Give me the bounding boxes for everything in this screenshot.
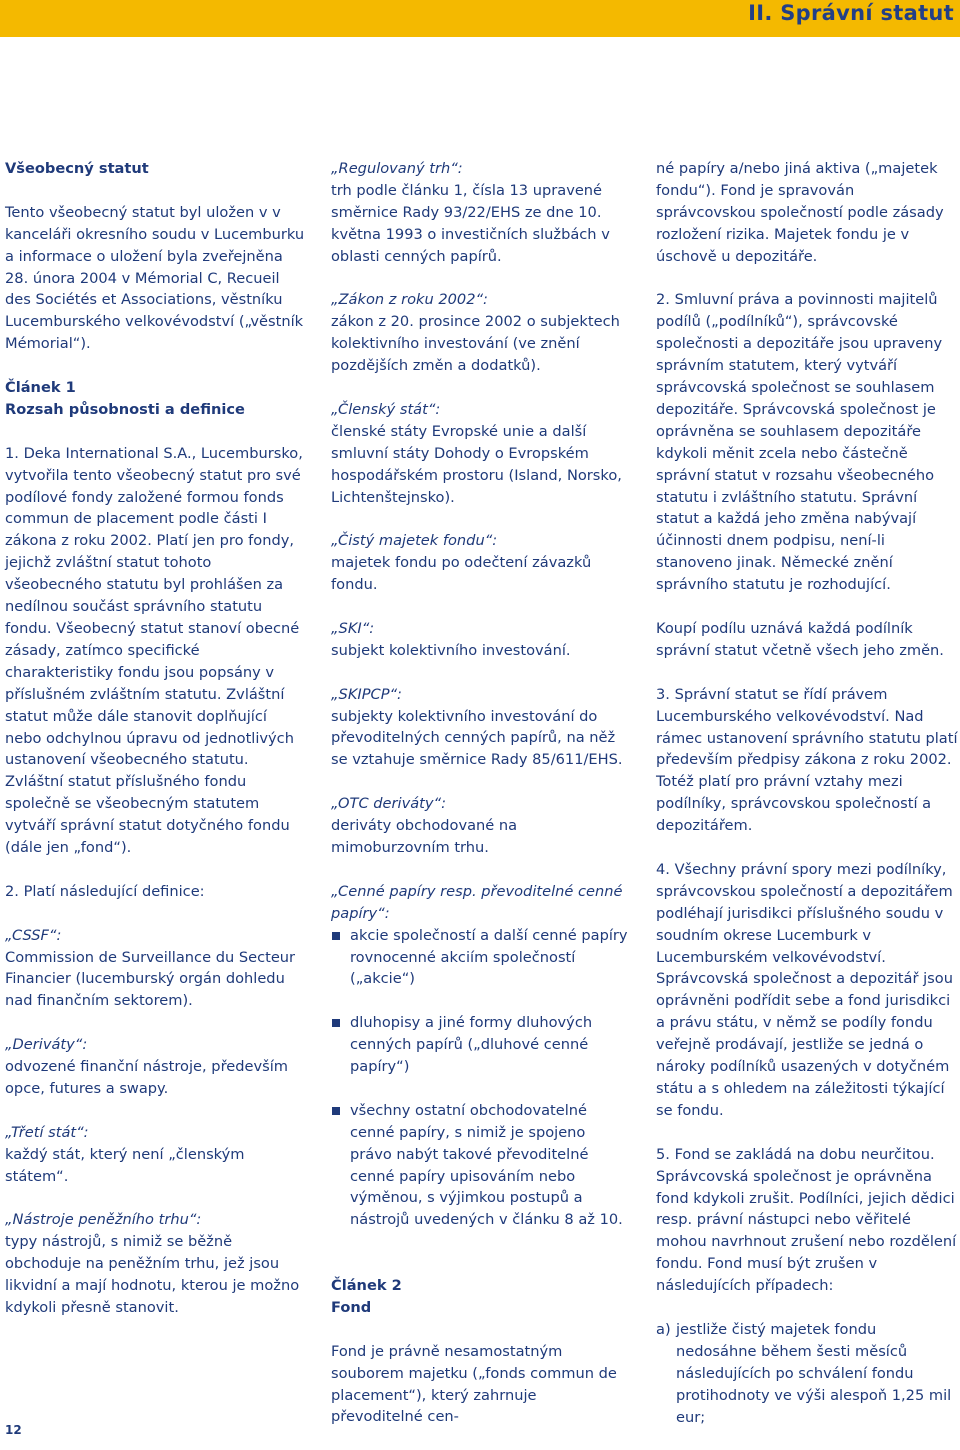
header-bar <box>0 0 960 37</box>
definition-text: majetek fondu po odečtení závazků fondu. <box>331 554 592 594</box>
paragraph-2: 2. Smluvní práva a povinnosti majitelů podílů („podílníků“), správcovské společnosti a depozitáře jsou upraveny správním statutem, který vytváří správcovská společnost se souhlasem depozitáře. Správcovská společnost je oprávněna se souhlasem depozitáře kdykoli měnit zcela nebo částečně správní statut v rozsahu všeobecného statutu i zvláštního statutu. Správní statut a každá jeho změna nabývají účinnosti dnem podpisu, není-li stanoveno jinak. Německé znění správního statutu je rozhodující. <box>656 291 943 594</box>
column-right <box>656 158 958 1428</box>
list-item <box>331 1012 631 1078</box>
list-item <box>331 1100 631 1231</box>
list-item-label: a) <box>656 1320 671 1338</box>
definition-term: „SKIPCP“: <box>331 685 402 703</box>
list-item-text: jestliže čistý majetek fondu nedosáhne během šesti měsíců následujících po schválení fondu protihodnoty ve výši alespoň 1,25 mil eur; <box>676 1320 952 1426</box>
securities-term: „Cenné papíry resp. převoditelné cenné papíry“: <box>331 882 623 922</box>
column-left <box>5 158 305 1341</box>
definition-item <box>331 289 631 377</box>
definition-term: „Členský stát“: <box>331 400 441 418</box>
definition-term: „SKI“: <box>331 619 375 637</box>
definition-term: „Čistý majetek fondu“: <box>331 532 498 550</box>
paragraph-1: 1. Deka International S.A., Lucembursko, vytvořila tento všeobecný statut pro své podílové fondy založené formou fonds commun de placement podle části I zákona z roku 2002. Platí jen pro fondy, jejichž zvláštní statut tohoto všeobecného statutu byl prohlášen za nedílnou součást správního statutu fondu. Všeobecný statut stanoví obecné zásady, zatímco specifické charakteristiky fondu jsou popsány v příslušném zvláštním statutu. Zvláštní statut může dále stanovit doplňující nebo odchylnou úpravu od jednotlivých ustanovení všeobecného statutu. Zvláštní statut příslušného fondu společně se všeobecným statutem vytváří správní statut dotyčného fondu (dále jen „fond“). <box>5 444 303 857</box>
definition-term: „Regulovaný trh“: <box>331 160 463 177</box>
article-1-heading <box>5 377 305 421</box>
paragraph-continued: né papíry a/nebo jiná aktiva („majetek fondu“). Fond je spravován správcovskou společností podle zásady rozložení rizika. Majetek fondu je v úschově u depozitáře. <box>656 160 944 265</box>
definition-text: deriváty obchodované na mimoburzovním trhu. <box>331 817 518 856</box>
article-2-heading <box>331 1275 631 1319</box>
definition-term: „Nástroje peněžního trhu“: <box>5 1211 202 1229</box>
page-title: II. Správní statut <box>748 1 954 25</box>
definition-text: Commission de Surveillance du Secteur Financier (lucemburský orgán dohledu nad finančním sektorem). <box>5 948 296 1010</box>
definition-item <box>331 684 631 772</box>
column-middle <box>331 158 631 1450</box>
article-2-title: Článek 2 <box>331 1277 402 1295</box>
definition-text: subjekt kolektivního investování. <box>331 641 571 659</box>
definition-text: typy nástrojů, s nimiž se běžně obchoduje na peněžním trhu, jež jsou likvidní a mají hodnotu, kterou je možno kdykoli přesně stanovit. <box>5 1233 300 1316</box>
definition-text: subjekty kolektivního investování do převoditelných cenných papírů, na něž se vztahuje směrnice Rady 85/611/EHS. <box>331 707 623 769</box>
definition-text: odvozené finanční nástroje, především opce, futures a swapy. <box>5 1058 288 1097</box>
article-1-title: Článek 1 <box>5 379 76 397</box>
definition-item <box>331 793 631 859</box>
square-bullet-icon <box>332 1107 340 1115</box>
square-bullet-icon <box>332 1019 340 1027</box>
paragraph-4: 4. Všechny právní spory mezi podílníky, správcovskou společností a depozitářem podléhají jurisdikci příslušného soudu v soudním okrese Lucemburk v Lucemburském velkovévodství. Správcovská společnost a depozitář jsou oprávněni podřídit sebe a fond jurisdikci a právu státu, v němž se podíly fondu veřejně prodávají, jestliže se jedná o nároky podílníků usazených v dotyčném státu a s ohledem na záležitosti týkající se fondu. <box>656 860 953 1119</box>
definition-text: každý stát, který není „členským státem“. <box>5 1145 245 1185</box>
definition-item <box>331 618 631 662</box>
list-item-text: dluhopisy a jiné formy dluhových cenných papírů („dluhové cenné papíry“) <box>350 1014 593 1076</box>
article-2-subtitle: Fond <box>331 1298 372 1316</box>
definition-item <box>5 925 305 1013</box>
definition-item <box>331 158 631 268</box>
intro-paragraph: Tento všeobecný statut byl uložen v v kanceláři okresního soudu v Lucemburku a informace o uložení byla zveřejněna 28. února 2004 v Mémorial C, Recueil des Sociétés et Associations, věstníku Lucemburského velkovévodství („věstník Mémorial“). <box>5 203 305 353</box>
article-2-paragraph: Fond je právně nesamostatným souborem majetku („fonds commun de placement“), který zahrnuje převoditelné cen- <box>331 1342 617 1426</box>
list-item <box>656 1319 958 1429</box>
definition-item <box>331 399 631 509</box>
paragraph-3: 3. Správní statut se řídí právem Lucemburského velkovévodství. Nad rámec ustanovení správního statutu platí především předpisy zákona z roku 2002. Totéž platí pro právní vztahy mezi podílníky, správcovskou společností a depozitářem. <box>656 685 958 835</box>
definition-item <box>331 530 631 596</box>
article-1-subtitle: Rozsah působnosti a definice <box>5 400 245 418</box>
definition-item <box>5 1034 305 1100</box>
page-number: 12 <box>5 1423 22 1437</box>
definition-term: „CSSF“: <box>5 926 62 944</box>
definition-text: zákon z 20. prosince 2002 o subjektech kolektivního investování (ve znění pozdějších změn a dodatků). <box>331 313 620 375</box>
square-bullet-icon <box>332 932 340 940</box>
paragraph-2b: Koupí podílu uznává každá podílník správní statut včetně všech jeho změn. <box>656 620 944 659</box>
paragraph-2: 2. Platí následující definice: <box>5 882 205 900</box>
definition-item <box>5 1122 305 1188</box>
definition-term: „Třetí stát“: <box>5 1123 89 1141</box>
definition-text: členské státy Evropské unie a další smluvní státy Dohody o Evropském hospodářském prostoru (Island, Norsko, Lichtenštejnsko). <box>331 422 622 506</box>
section-title: Všeobecný statut <box>5 160 149 177</box>
definition-item <box>5 1209 305 1319</box>
definition-term: „OTC deriváty“: <box>331 795 446 813</box>
definition-term: „Zákon z roku 2002“: <box>331 291 488 309</box>
securities-list <box>331 925 631 1232</box>
list-item-text: akcie společností a další cenné papíry rovnocenné akciím společností („akcie“) <box>350 926 628 988</box>
paragraph-5: 5. Fond se zakládá na dobu neurčitou. Správcovská společnost je oprávněna fond kdykoli zrušit. Podílníci, jejich dědici resp. právní nástupci nebo věřitelé mohou navrhnout zrušení nebo rozdělení fondu. Fond musí být zrušen v následujících případech: <box>656 1145 957 1295</box>
definition-text: trh podle článku 1, čísla 13 upravené směrnice Rady 93/22/EHS ze dne 10. května 1993 o investičních službách v oblasti cenných papírů. <box>331 181 610 265</box>
dissolution-list <box>656 1319 958 1429</box>
list-item <box>331 925 631 991</box>
list-item-text: všechny ostatní obchodovatelné cenné papíry, s nimiž je spojeno právo nabýt takové převoditelné cenné papíry upisováním nebo výměnou, s výjimkou postupů a nástrojů uvedených v článku 8 až 10. <box>350 1101 623 1229</box>
definition-term: „Deriváty“: <box>5 1036 88 1054</box>
